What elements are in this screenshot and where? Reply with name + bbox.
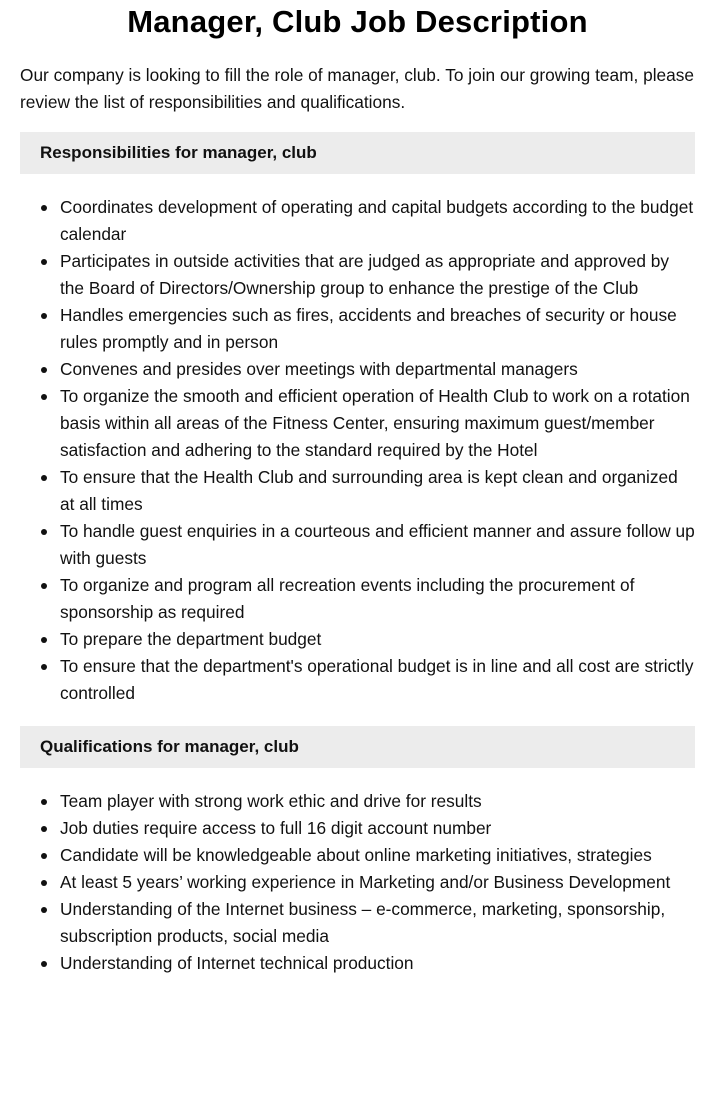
- responsibilities-list: [20, 194, 695, 707]
- list-item: [20, 626, 695, 653]
- list-item-text: To organize and program all recreation events including the procurement of sponsorship as required: [60, 575, 635, 622]
- list-item-text: Job duties require access to full 16 digit account number: [60, 818, 492, 838]
- list-item: [20, 815, 695, 842]
- list-item-text: Understanding of Internet technical production: [60, 953, 414, 973]
- bullet-icon: [41, 259, 47, 265]
- bullet-icon: [41, 826, 47, 832]
- list-item-text: To ensure that the department's operational budget is in line and all cost are strictly controlled: [60, 656, 694, 703]
- qualifications-list: [20, 788, 695, 977]
- list-item: [20, 572, 695, 626]
- bullet-icon: [41, 637, 47, 643]
- list-item: [20, 950, 695, 977]
- list-item: [20, 518, 695, 572]
- list-item: [20, 653, 695, 707]
- responsibilities-heading: Responsibilities for manager, club: [20, 132, 695, 174]
- list-item: [20, 788, 695, 815]
- list-item-text: To organize the smooth and efficient operation of Health Club to work on a rotation basis within all areas of the Fitness Center, ensuring maximum guest/member satisfaction and adhering to the standard required by the Hotel: [60, 386, 690, 460]
- list-item: [20, 383, 695, 464]
- list-item: [20, 869, 695, 896]
- bullet-icon: [41, 475, 47, 481]
- list-item-text: Convenes and presides over meetings with departmental managers: [60, 359, 578, 379]
- list-item-text: At least 5 years’ working experience in Marketing and/or Business Development: [60, 872, 671, 892]
- list-item: [20, 356, 695, 383]
- bullet-icon: [41, 853, 47, 859]
- list-item-text: Team player with strong work ethic and drive for results: [60, 791, 482, 811]
- list-item-text: Handles emergencies such as fires, accidents and breaches of security or house rules promptly and in person: [60, 305, 677, 352]
- list-item: [20, 248, 695, 302]
- list-item: [20, 194, 695, 248]
- bullet-icon: [41, 907, 47, 913]
- list-item: [20, 302, 695, 356]
- bullet-icon: [41, 799, 47, 805]
- list-item: [20, 842, 695, 869]
- bullet-icon: [41, 394, 47, 400]
- list-item-text: To ensure that the Health Club and surrounding area is kept clean and organized at all times: [60, 467, 678, 514]
- list-item-text: Coordinates development of operating and capital budgets according to the budget calendar: [60, 197, 694, 244]
- list-item-text: To handle guest enquiries in a courteous and efficient manner and assure follow up with guests: [60, 521, 695, 568]
- bullet-icon: [41, 205, 47, 211]
- bullet-icon: [41, 529, 47, 535]
- bullet-icon: [41, 367, 47, 373]
- list-item: [20, 896, 695, 950]
- bullet-icon: [41, 961, 47, 967]
- intro-paragraph: Our company is looking to fill the role of manager, club. To join our growing team, please review the list of responsibilities and qualifications.: [20, 65, 695, 112]
- list-item: [20, 464, 695, 518]
- bullet-icon: [41, 583, 47, 589]
- bullet-icon: [41, 880, 47, 886]
- list-item-text: Participates in outside activities that are judged as appropriate and approved by the Board of Directors/Ownership group to enhance the prestige of the Club: [60, 251, 670, 298]
- page-title: Manager, Club Job Description: [127, 4, 588, 39]
- bullet-icon: [41, 664, 47, 670]
- qualifications-heading: Qualifications for manager, club: [20, 726, 695, 768]
- list-item-text: Candidate will be knowledgeable about online marketing initiatives, strategies: [60, 845, 652, 865]
- list-item-text: To prepare the department budget: [60, 629, 322, 649]
- list-item-text: Understanding of the Internet business – e-commerce, marketing, sponsorship, subscription products, social media: [60, 899, 666, 946]
- bullet-icon: [41, 313, 47, 319]
